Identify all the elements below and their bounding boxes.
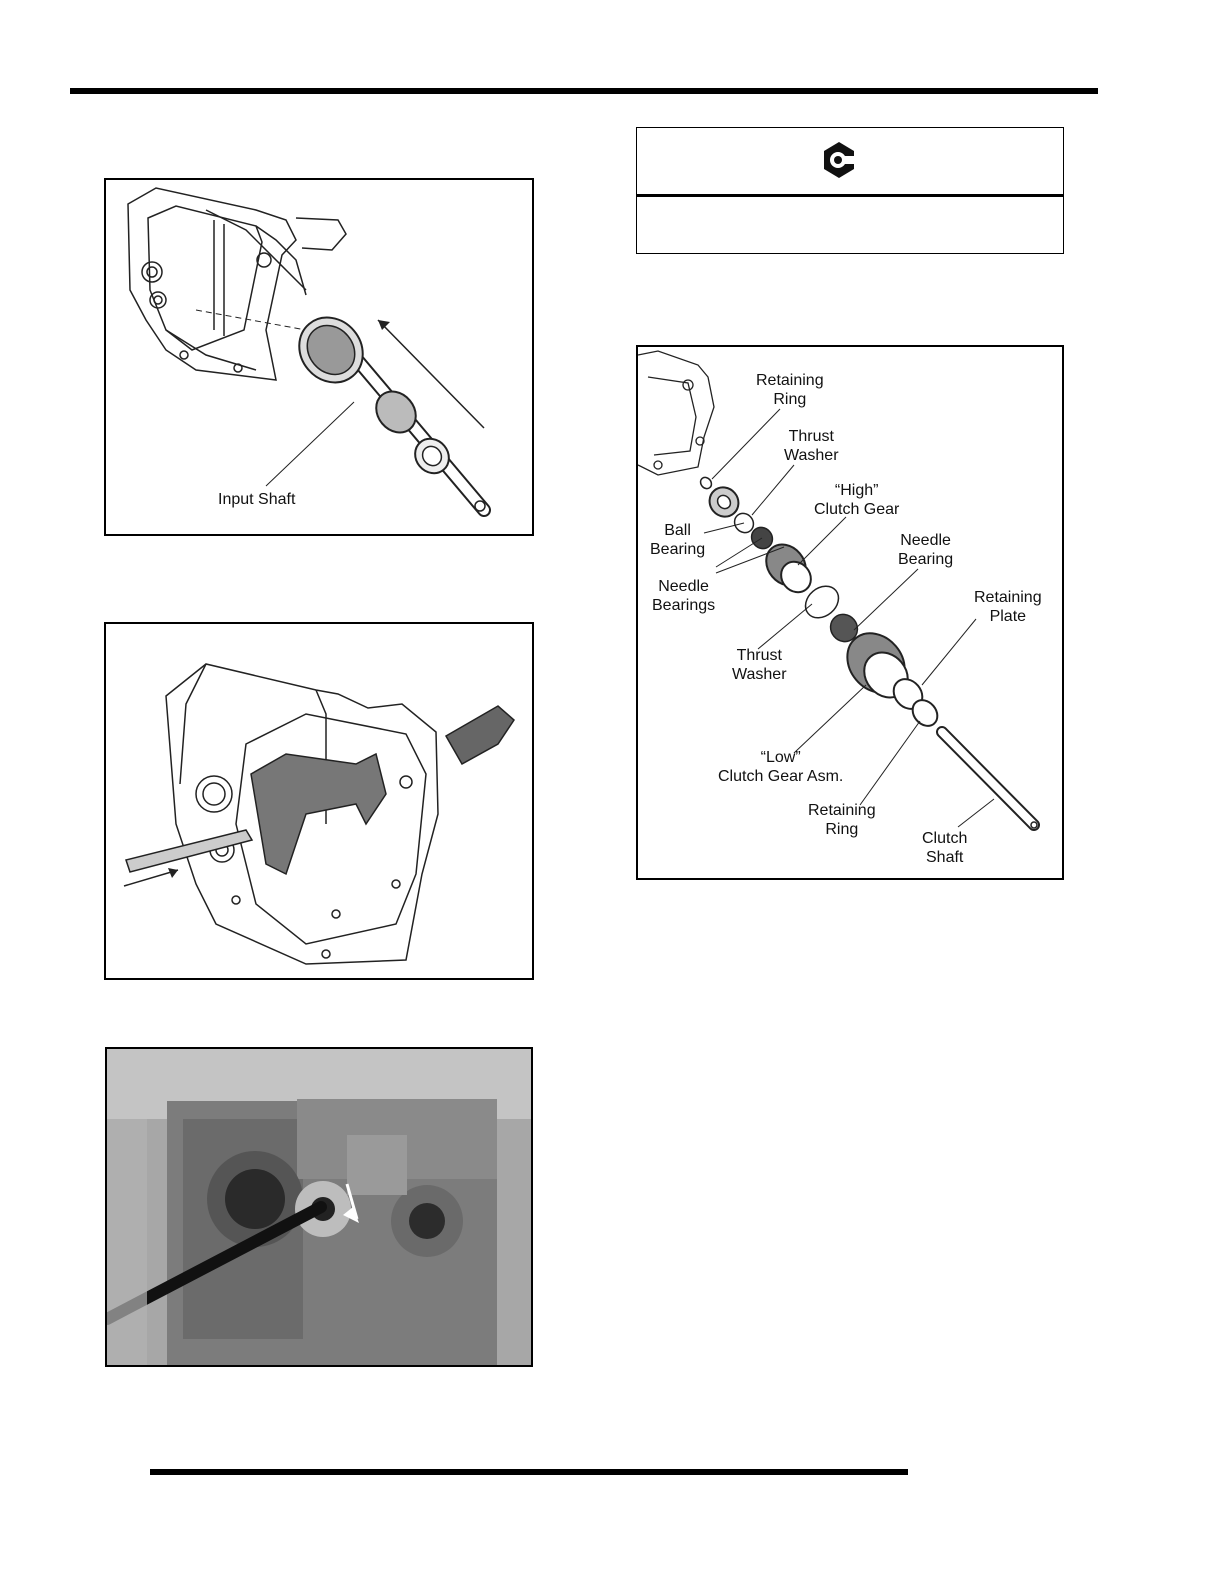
wrench-icon (819, 140, 859, 180)
shift-fork-drawing (106, 624, 534, 980)
label-thrust-washer-bottom: Thrust Washer (732, 647, 787, 683)
figure-shift-fork (104, 622, 534, 980)
shift-fork (251, 754, 386, 874)
note-box-header (637, 128, 1063, 197)
label-retaining-ring-bottom: Retaining Ring (808, 802, 876, 838)
label-needle-bearing: Needle Bearing (898, 532, 954, 568)
label-retaining-ring-top: Retaining Ring (756, 372, 824, 408)
input-shaft-label: Input Shaft (218, 491, 296, 508)
input-shaft-drawing (286, 305, 485, 511)
photo (107, 1049, 533, 1367)
label-thrust-washer-top: Thrust Washer (784, 428, 839, 464)
figure-input-shaft (104, 178, 534, 536)
header-rule (70, 88, 1098, 94)
note-box (636, 127, 1064, 254)
label-high-clutch-gear: “High” Clutch Gear (814, 482, 900, 518)
transmission-case-drawing (106, 180, 534, 536)
label-clutch-shaft: Clutch Shaft (922, 830, 968, 866)
label-retaining-plate: Retaining Plate (974, 589, 1042, 625)
shift-rail (126, 830, 252, 872)
label-needle-bearings: Needle Bearings (652, 578, 716, 614)
footer-rule (150, 1469, 908, 1475)
figure-photo-retaining-plate (105, 1047, 533, 1367)
label-low-clutch-gear: “Low” Clutch Gear Asm. (718, 749, 844, 785)
figure-clutch-exploded-view (636, 345, 1064, 880)
label-ball-bearing: Ball Bearing (650, 522, 706, 558)
case-corner-drawing (638, 351, 714, 475)
